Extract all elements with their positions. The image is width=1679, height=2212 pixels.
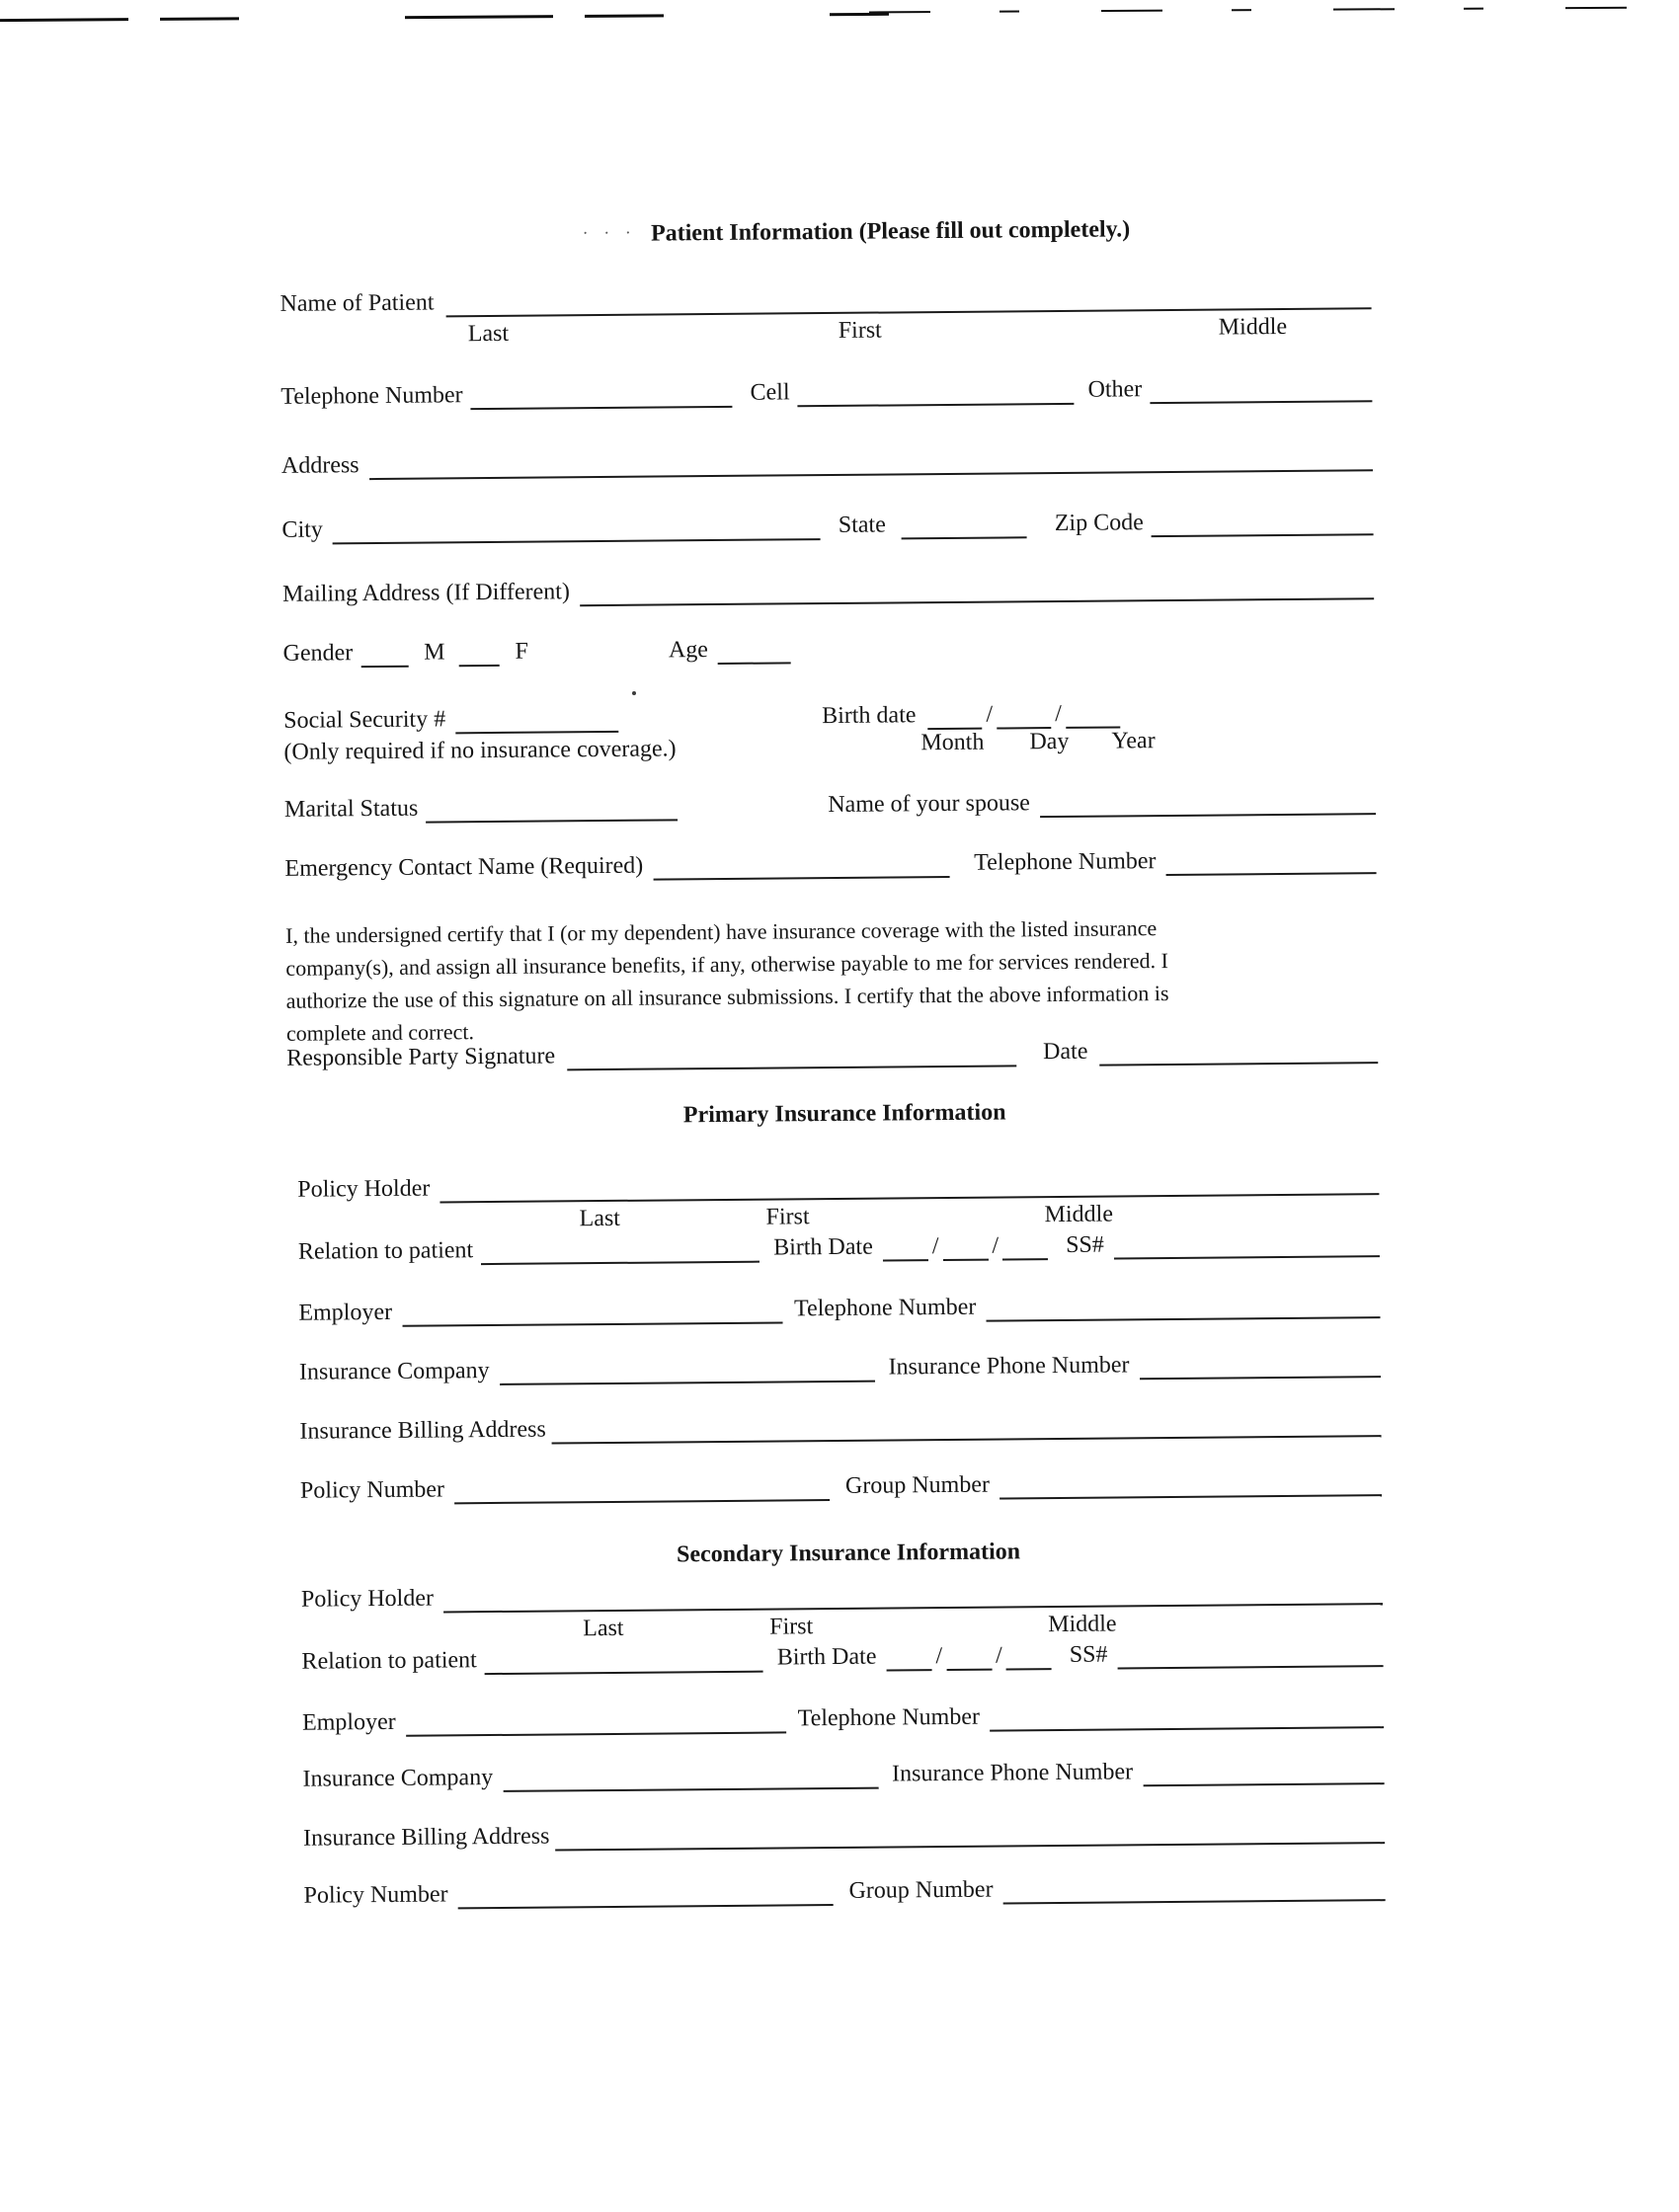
- gender-label: Gender: [282, 640, 354, 668]
- secondary-employer-label: Employer: [301, 1709, 396, 1737]
- primary-birth-day-field[interactable]: [943, 1254, 989, 1261]
- secondary-ss-field[interactable]: [1118, 1660, 1384, 1669]
- secondary-birth-year-field[interactable]: [1006, 1663, 1052, 1670]
- secondary-group-number-label: Group Number: [848, 1877, 994, 1905]
- primary-policy-holder-label: Policy Holder: [297, 1175, 431, 1204]
- primary-policy-number-field[interactable]: [454, 1494, 830, 1504]
- certification-line: complete and correct.: [285, 1019, 475, 1046]
- marital-status-label: Marital Status: [283, 796, 419, 824]
- city-label: City: [281, 516, 323, 544]
- certification-line: authorize the use of this signature on all insurance submissions. I certify that the above information is: [285, 981, 1169, 1013]
- secondary-insurance-company-row: [292, 1755, 1384, 1794]
- secondary-insurance-company-field[interactable]: [503, 1782, 878, 1792]
- secondary-telephone-label: Telephone Number: [797, 1704, 981, 1732]
- address-row: [281, 441, 1373, 481]
- marital-spouse-row: [284, 785, 1376, 825]
- primary-insurance-heading: Primary Insurance Information: [682, 1099, 1006, 1129]
- primary-employer-label: Employer: [298, 1300, 393, 1327]
- secondary-insurance-heading: Secondary Insurance Information: [676, 1539, 1021, 1568]
- secondary-insurance-phone-label: Insurance Phone Number: [892, 1759, 1134, 1787]
- date-slash: /: [935, 1643, 943, 1670]
- middle-name-sublabel: Middle: [1044, 1201, 1114, 1228]
- date-slash: /: [986, 701, 994, 729]
- primary-policy-number-label: Policy Number: [299, 1476, 445, 1505]
- mailing-address-label: Mailing Address (If Different): [281, 579, 570, 608]
- secondary-employer-field[interactable]: [406, 1726, 786, 1736]
- secondary-employer-row: [292, 1698, 1384, 1738]
- certification-line: I, the undersigned certify that I (or my dependent) have insurance coverage with the listed insurance: [284, 915, 1158, 948]
- form-title-text: Patient Information (Please fill out completely.): [650, 216, 1131, 247]
- secondary-relation-label: Relation to patient: [301, 1647, 477, 1676]
- primary-birth-month-field[interactable]: [883, 1254, 928, 1261]
- year-sublabel: Year: [1111, 728, 1156, 754]
- day-sublabel: Day: [1029, 728, 1070, 755]
- scan-noise-dots: · · ·: [583, 224, 638, 241]
- primary-relation-field[interactable]: [481, 1256, 760, 1265]
- secondary-birth-day-field[interactable]: [946, 1664, 992, 1671]
- first-name-sublabel: First: [765, 1204, 810, 1230]
- birthdate-row: [822, 698, 1120, 731]
- form-title: [311, 214, 1402, 251]
- age-field[interactable]: [718, 657, 791, 665]
- last-name-sublabel: Last: [583, 1615, 624, 1642]
- mailing-address-row: [282, 570, 1374, 609]
- secondary-insurance-company-label: Insurance Company: [302, 1765, 494, 1793]
- primary-ss-field[interactable]: [1114, 1250, 1380, 1259]
- secondary-policy-holder-row: [291, 1575, 1383, 1615]
- gender-male-label: M: [424, 639, 445, 666]
- spouse-name-label: Name of your spouse: [828, 790, 1031, 819]
- patient-name-sublabels: [280, 313, 1372, 353]
- emergency-contact-field[interactable]: [653, 871, 949, 881]
- address-label: Address: [280, 452, 360, 480]
- state-field[interactable]: [902, 531, 1027, 539]
- primary-employer-field[interactable]: [402, 1316, 782, 1326]
- secondary-policy-number-row: [293, 1871, 1385, 1911]
- primary-group-number-field[interactable]: [999, 1489, 1382, 1499]
- zip-label: Zip Code: [1054, 510, 1144, 537]
- gender-female-field[interactable]: [459, 660, 500, 667]
- primary-telephone-label: Telephone Number: [793, 1295, 977, 1322]
- signature-label: Responsible Party Signature: [286, 1043, 556, 1072]
- emergency-contact-label: Emergency Contact Name (Required): [284, 853, 644, 883]
- secondary-birth-month-field[interactable]: [886, 1664, 931, 1671]
- primary-policy-number-row: [290, 1466, 1382, 1506]
- mailing-address-field[interactable]: [580, 592, 1374, 606]
- ssn-label: Social Security #: [283, 706, 446, 735]
- emergency-phone-label: Telephone Number: [974, 848, 1157, 877]
- ssn-note: (Only required if no insurance coverage.): [283, 736, 677, 766]
- first-name-sublabel: First: [769, 1614, 814, 1640]
- secondary-policy-number-field[interactable]: [458, 1899, 834, 1909]
- primary-telephone-field[interactable]: [986, 1311, 1380, 1321]
- telephone-field[interactable]: [471, 401, 733, 410]
- telephone-row: [280, 372, 1372, 412]
- last-name-sublabel: Last: [579, 1205, 621, 1232]
- certification-line: company(s), and assign all insurance benefits, if any, otherwise payable to me for services rendered. I: [285, 948, 1168, 981]
- secondary-group-number-field[interactable]: [1003, 1894, 1386, 1904]
- signature-date-field[interactable]: [1099, 1057, 1378, 1066]
- middle-name-sublabel: Middle: [1218, 313, 1288, 341]
- primary-billing-address-field[interactable]: [552, 1430, 1382, 1444]
- secondary-ss-label: SS#: [1069, 1641, 1108, 1669]
- telephone-label: Telephone Number: [280, 382, 463, 411]
- other-phone-label: Other: [1087, 376, 1143, 404]
- date-slash: /: [992, 1232, 999, 1260]
- primary-employer-row: [288, 1289, 1380, 1328]
- primary-insurance-company-label: Insurance Company: [298, 1358, 490, 1386]
- primary-birth-year-field[interactable]: [1002, 1253, 1048, 1260]
- date-slash: /: [995, 1642, 1002, 1669]
- secondary-telephone-field[interactable]: [990, 1721, 1384, 1731]
- date-slash: /: [931, 1233, 939, 1260]
- patient-name-row: [280, 279, 1371, 319]
- marital-status-field[interactable]: [426, 814, 678, 823]
- primary-insurance-phone-label: Insurance Phone Number: [888, 1352, 1130, 1381]
- secondary-birthdate-label: Birth Date: [776, 1644, 877, 1671]
- city-state-zip-row: [281, 506, 1373, 545]
- primary-group-number-label: Group Number: [844, 1472, 991, 1500]
- secondary-billing-address-field[interactable]: [555, 1837, 1385, 1851]
- middle-name-sublabel: Middle: [1048, 1611, 1117, 1638]
- date-label: Date: [1042, 1039, 1088, 1066]
- month-sublabel: Month: [920, 729, 985, 756]
- patient-name-label: Name of Patient: [280, 289, 435, 318]
- secondary-policy-holder-label: Policy Holder: [300, 1585, 435, 1614]
- zip-field[interactable]: [1152, 528, 1374, 537]
- secondary-insurance-phone-field[interactable]: [1143, 1778, 1385, 1786]
- gender-male-field[interactable]: [360, 661, 408, 668]
- city-field[interactable]: [333, 533, 821, 544]
- primary-ss-label: SS#: [1066, 1232, 1104, 1259]
- emergency-contact-row: [284, 844, 1376, 884]
- age-label: Age: [668, 637, 709, 664]
- cell-label: Cell: [750, 379, 790, 407]
- first-name-sublabel: First: [838, 317, 882, 344]
- cell-field[interactable]: [798, 398, 1075, 407]
- primary-insurance-phone-field[interactable]: [1140, 1371, 1382, 1380]
- state-label: State: [838, 512, 886, 539]
- spouse-name-field[interactable]: [1040, 808, 1376, 818]
- certification-paragraph: [285, 915, 1169, 1054]
- primary-billing-address-label: Insurance Billing Address: [299, 1416, 546, 1446]
- secondary-billing-address-label: Insurance Billing Address: [302, 1823, 550, 1853]
- primary-policy-holder-row: [287, 1165, 1379, 1205]
- birthdate-label: Birth date: [822, 702, 917, 730]
- primary-insurance-company-field[interactable]: [500, 1376, 875, 1385]
- patient-information-form: [278, 0, 1387, 2079]
- other-phone-field[interactable]: [1150, 395, 1372, 404]
- gender-female-label: F: [515, 639, 529, 666]
- signature-field[interactable]: [567, 1060, 1016, 1070]
- emergency-phone-field[interactable]: [1166, 867, 1377, 876]
- secondary-policy-number-label: Policy Number: [303, 1881, 448, 1910]
- ssn-row: [283, 703, 618, 736]
- secondary-relation-field[interactable]: [485, 1666, 763, 1675]
- primary-relation-label: Relation to patient: [297, 1237, 474, 1266]
- secondary-billing-address-row: [293, 1814, 1385, 1854]
- gender-age-row: [282, 634, 791, 668]
- primary-birthdate-label: Birth Date: [773, 1234, 873, 1261]
- address-field[interactable]: [369, 464, 1373, 480]
- date-slash: /: [1055, 701, 1062, 728]
- primary-insurance-company-row: [289, 1348, 1381, 1387]
- primary-billing-address-row: [289, 1407, 1381, 1447]
- last-name-sublabel: Last: [467, 320, 510, 348]
